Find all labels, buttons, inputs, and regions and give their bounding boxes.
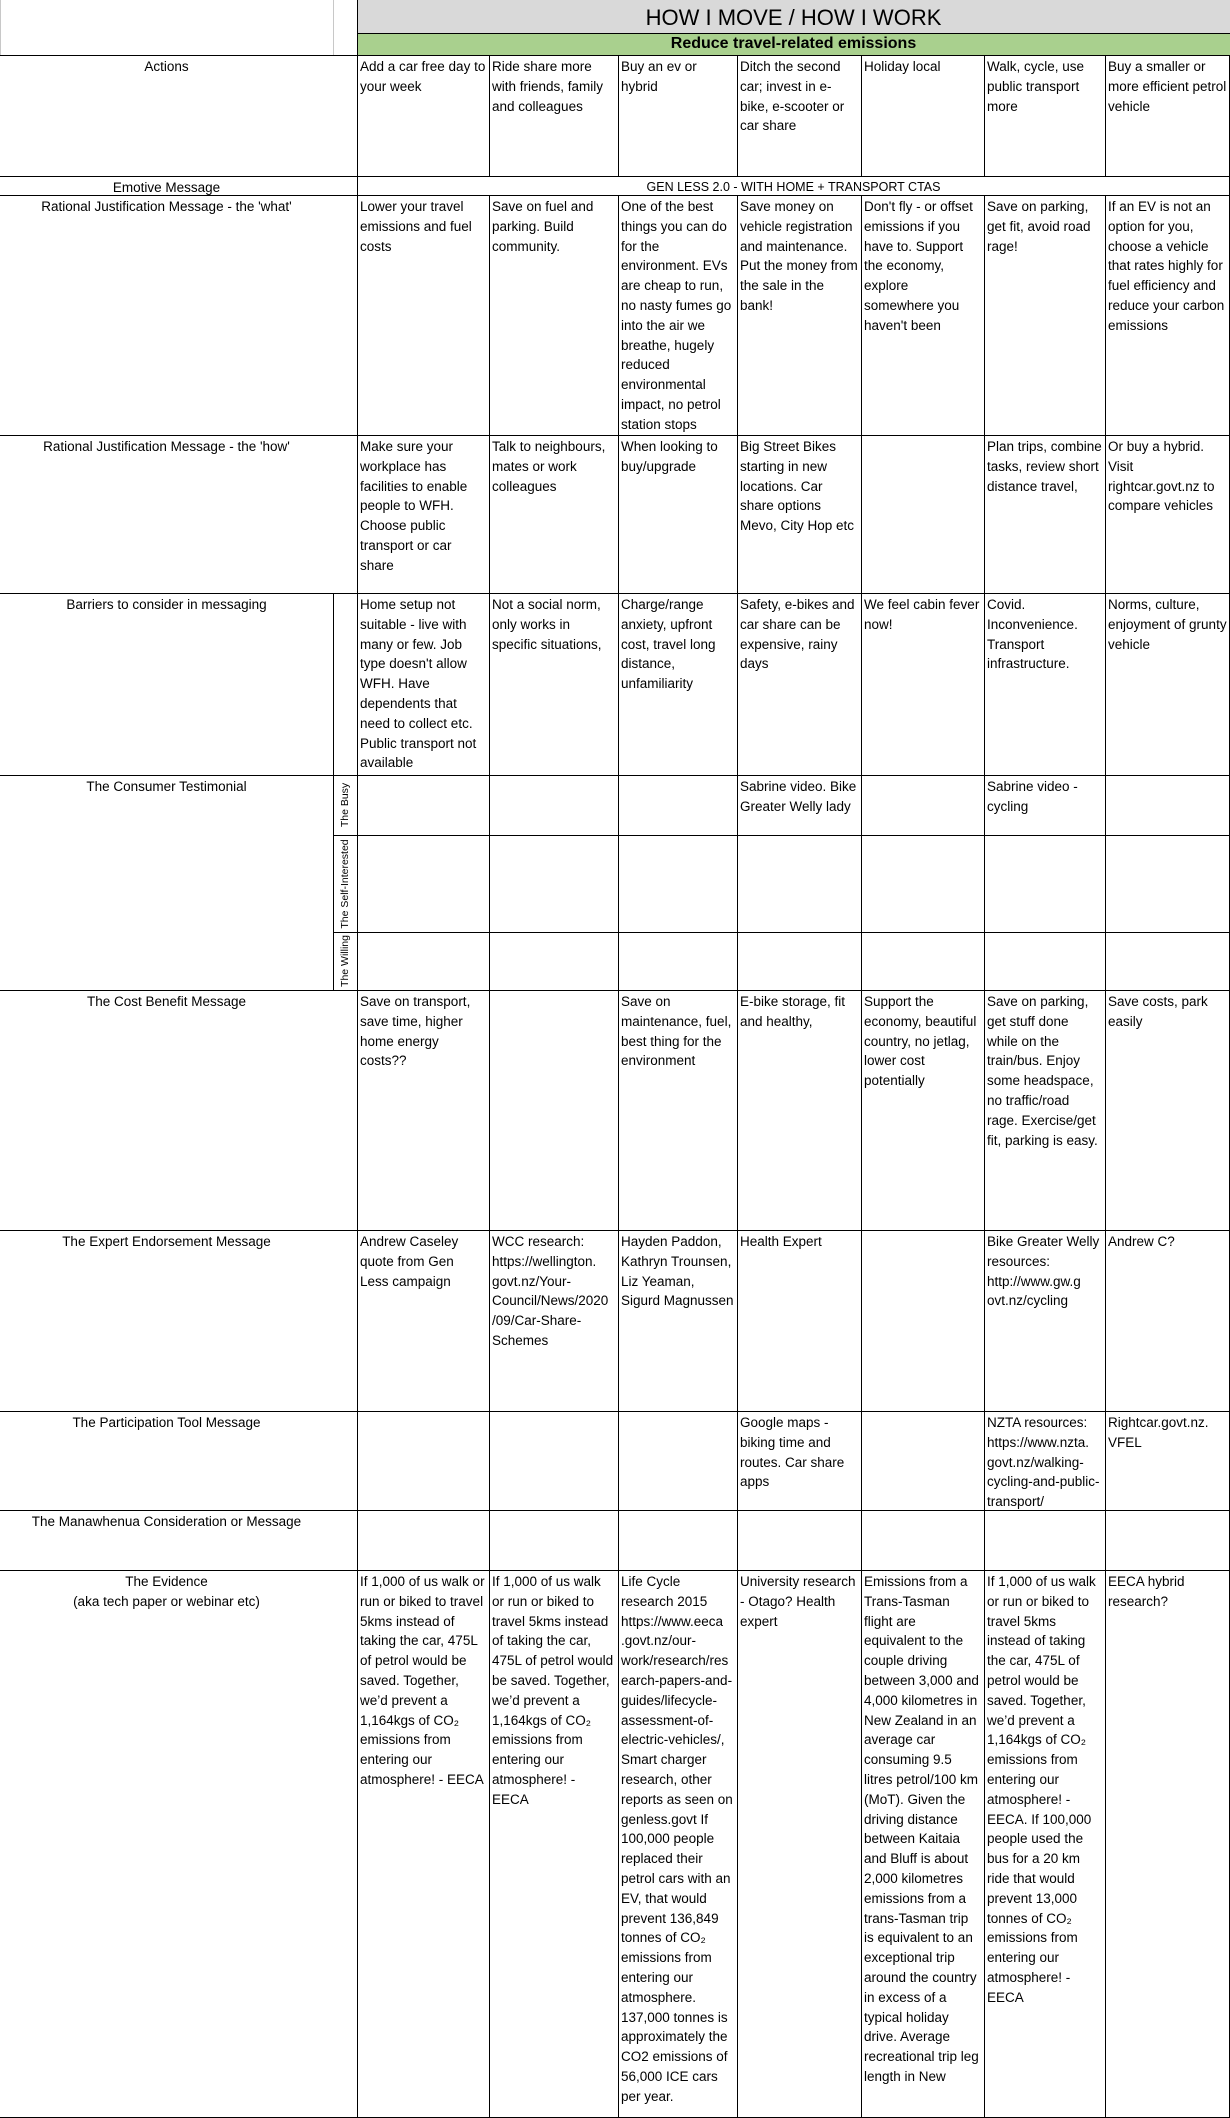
participation-cell: [357, 1411, 489, 1510]
row-label-actions: Actions: [144, 59, 189, 74]
how-cell: Plan trips, combine tasks, review short distance travel,: [987, 439, 1102, 494]
actions-cell: Buy a smaller or more efficient petrol vehicle: [1108, 59, 1227, 114]
how-cell: Big Street Bikes starting in new locations. Car share options Mevo, City Hop etc: [740, 439, 855, 534]
what-cell: Lower your travel emissions and fuel costs: [360, 199, 472, 254]
sheet-title: HOW I MOVE / HOW I WORK: [357, 0, 1230, 33]
actions-cell: Add a car free day to your week: [360, 59, 486, 94]
what-cell: Don't fly - or offset emissions if you have to. Support the economy, explore somewhere you haven't been: [864, 199, 973, 333]
sheet-subtitle: Reduce travel-related emissions: [357, 33, 1230, 55]
column-border: [489, 195, 490, 2118]
row-label-how: Rational Justification Message - the 'how': [43, 439, 290, 454]
column-border: [618, 195, 619, 2118]
participation-cell: NZTA resources: https://www.nzta. govt.nz/walking-cycling-and-public-transport/: [987, 1415, 1100, 1510]
row-border: [333, 835, 1230, 836]
column-border: [984, 195, 985, 2118]
what-cell: Save on fuel and parking. Build community.: [492, 199, 594, 254]
what-cell: Save on parking, get fit, avoid road rage!: [987, 199, 1091, 254]
barriers-cell: Home setup not suitable - live with many or few. Job type doesn't allow WFH. Have dependents that need to collect etc. Public transport not available: [360, 597, 477, 771]
expert-cell: WCC research: https://wellington. govt.nz/Your-Council/News/2020 /09/Car-Share-Schemes: [492, 1234, 609, 1348]
what-cell: If an EV is not an option for you, choose a vehicle that rates highly for fuel efficiency and reduce your carbon emissions: [1108, 199, 1225, 333]
how-cell: [861, 435, 984, 593]
actions-cell: Buy an ev or hybrid: [621, 59, 697, 94]
expert-cell: [861, 1230, 984, 1411]
evidence-cell: Life Cycle research 2015 https://www.eeca .govt.nz/our-work/research/res earch-papers-and-guides/lifecycle-assessment-of-electric-vehicles/, Smart charger research, other reports as seen on genless.govt If 100,000 people replaced their petrol cars with an EV, that would prevent 136,849 tonnes of CO₂ emissions from entering our atmosphere. 137,000 tonnes is approximately the CO2 emissions of 56,000 ICE cars per year.: [621, 1574, 733, 2104]
cost-cell: Save costs, park easily: [1108, 994, 1208, 1029]
evidence-cell: If 1,000 of us walk or run or biked to travel 5kms instead of taking the car, 475L of petrol would be saved. Together, we’d prevent a 1,164kgs of CO₂ emissions from entering our atmosphere! - EECA: [360, 1574, 485, 1787]
testimonial_busy-cell: Sabrine video - cycling: [987, 779, 1078, 814]
actions-cell: Walk, cycle, use public transport more: [987, 59, 1085, 114]
segment-label: [334, 775, 356, 835]
row-label-cost: The Cost Benefit Message: [86, 994, 247, 1009]
column-border: [984, 55, 985, 176]
segment-column-border: [333, 593, 334, 990]
cost-cell: Save on transport, save time, higher home energy costs??: [360, 994, 471, 1069]
row-border: [333, 932, 1230, 933]
actions-cell: Holiday local: [864, 59, 941, 74]
testimonial_busy-cell: [861, 775, 984, 835]
testimonial_busy-cell: [357, 775, 489, 835]
how-cell: Or buy a hybrid. Visit rightcar.govt.nz to compare vehicles: [1108, 439, 1215, 514]
participation-cell: Google maps - biking time and routes. Car share apps: [740, 1415, 845, 1490]
row-label-manawhenua: The Manawhenua Consideration or Message: [31, 1514, 302, 1529]
column-border: [737, 195, 738, 2118]
barriers-cell: Safety, e-bikes and car share can be expensive, rainy days: [740, 597, 855, 672]
column-border: [357, 0, 358, 2118]
cost-cell: Save on maintenance, fuel, best thing for the environment: [621, 994, 732, 1069]
barriers-cell: Covid. Inconvenience. Transport infrastructure.: [987, 597, 1078, 672]
row-label-barriers: Barriers to consider in messaging: [66, 597, 267, 612]
segment-label-text: The Self-Interested: [339, 838, 351, 929]
how-cell: Talk to neighbours, mates or work colleagues: [492, 439, 606, 494]
cost-cell: Support the economy, beautiful country, no jetlag, lower cost potentially: [864, 994, 977, 1089]
expert-cell: Bike Greater Welly resources: http://www.gw.g ovt.nz/cycling: [987, 1234, 1100, 1309]
actions-cell: Ride share more with friends, family and colleagues: [492, 59, 604, 114]
cost-cell: E-bike storage, fit and healthy,: [740, 994, 846, 1029]
evidence-cell: EECA hybrid research?: [1108, 1574, 1185, 1609]
expert-cell: Health Expert: [740, 1234, 822, 1249]
cost-cell: [489, 990, 618, 1230]
cost-cell: Save on parking, get stuff done while on the train/bus. Enjoy some headspace, no traffic/road rage. Exercise/get fit, parking is easy.: [987, 994, 1098, 1148]
evidence-cell: University research - Otago? Health expert: [740, 1574, 856, 1629]
row-label-evidence: The Evidence (aka tech paper or webinar etc): [73, 1574, 260, 1609]
segment-label-text: The Willing: [339, 935, 351, 987]
evidence-cell: If 1,000 of us walk or run or biked to travel 5kms instead of taking the car, 475L of petrol would be saved. Together, we’d prevent a 1,164kgs of CO₂ emissions from entering our atmosphere! - EECA: [492, 1574, 614, 1807]
testimonial_busy-cell: Sabrine video. Bike Greater Welly lady: [740, 779, 857, 814]
participation-cell: [861, 1411, 984, 1510]
actions-cell: Ditch the second car; invest in e-bike, e-scooter or car share: [740, 59, 845, 134]
evidence-cell: Emissions from a Trans-Tasman flight are equivalent to the couple driving between 3,000 and 4,000 kilometres in New Zealand in an average car consuming 9.5 litres petrol/100 km (MoT). Given the driving distance between Kaitaia and Bluff is about 2,000 kilometres emissions from a trans-Tasman trip is equivalent to an exceptional trip around the country in excess of a typical holiday drive. Average recreational trip leg length in New: [864, 1574, 979, 2084]
row-label-participation: The Participation Tool Message: [72, 1415, 261, 1430]
segment-label: [334, 932, 356, 990]
segment-label: [334, 835, 356, 932]
column-border: [737, 55, 738, 176]
column-border: [1105, 195, 1106, 2118]
evidence-cell: If 1,000 of us walk or run or biked to travel 5kms instead of taking the car, 475L of petrol would be saved. Together, we’d prevent a 1,164kgs of CO₂ emissions from entering our atmosphere! - EECA. If 100,000 people used the bus for a 20 km ride that would prevent 13,000 tonnes of CO₂ emissions from entering our atmosphere! - EECA: [987, 1574, 1096, 2005]
testimonial_busy-cell: [618, 775, 737, 835]
emotive-message: GEN LESS 2.0 - WITH HOME + TRANSPORT CTAS: [646, 180, 941, 194]
testimonial_busy-cell: [1105, 775, 1230, 835]
how-cell: When looking to buy/upgrade: [621, 439, 718, 474]
row-border: [357, 33, 1230, 34]
expert-cell: Hayden Paddon, Kathryn Trounsen, Liz Yeaman, Sigurd Magnussen: [621, 1234, 734, 1309]
expert-cell: Andrew Caseley quote from Gen Less campaign: [360, 1234, 459, 1289]
testimonial_busy-cell: [489, 775, 618, 835]
column-border: [618, 55, 619, 176]
barriers-cell: Charge/range anxiety, upfront cost, travel long distance, unfamiliarity: [621, 597, 716, 692]
row-label-testimonial: The Consumer Testimonial: [86, 779, 247, 794]
participation-cell: [618, 1411, 737, 1510]
barriers-cell: Not a social norm, only works in specific situations,: [492, 597, 602, 652]
barriers-cell: Norms, culture, enjoyment of grunty vehicle: [1108, 597, 1227, 652]
row-label-emotive: Emotive Message: [112, 180, 221, 195]
column-border: [861, 195, 862, 2118]
what-cell: One of the best things you can do for the environment. EVs are cheap to run, no nasty fumes go into the air we breathe, hugely reduced environmental impact, no petrol station stops: [621, 199, 732, 432]
column-border: [1105, 55, 1106, 176]
column-border: [333, 0, 334, 55]
column-border: [0, 0, 1, 55]
row-label-expert: The Expert Endorsement Message: [62, 1234, 271, 1249]
segment-label-text: The Busy: [339, 782, 351, 828]
barriers-cell: We feel cabin fever now!: [864, 597, 980, 632]
column-border: [489, 55, 490, 176]
how-cell: Make sure your workplace has facilities to enable people to WFH. Choose public transport or car share: [360, 439, 468, 573]
column-border: [861, 55, 862, 176]
what-cell: Save money on vehicle registration and maintenance. Put the money from the sale in the bank!: [740, 199, 858, 313]
expert-cell: Andrew C?: [1108, 1234, 1175, 1249]
participation-cell: [489, 1411, 618, 1510]
row-label-what: Rational Justification Message - the 'what': [41, 199, 292, 214]
participation-cell: Rightcar.govt.nz. VFEL: [1108, 1415, 1209, 1450]
